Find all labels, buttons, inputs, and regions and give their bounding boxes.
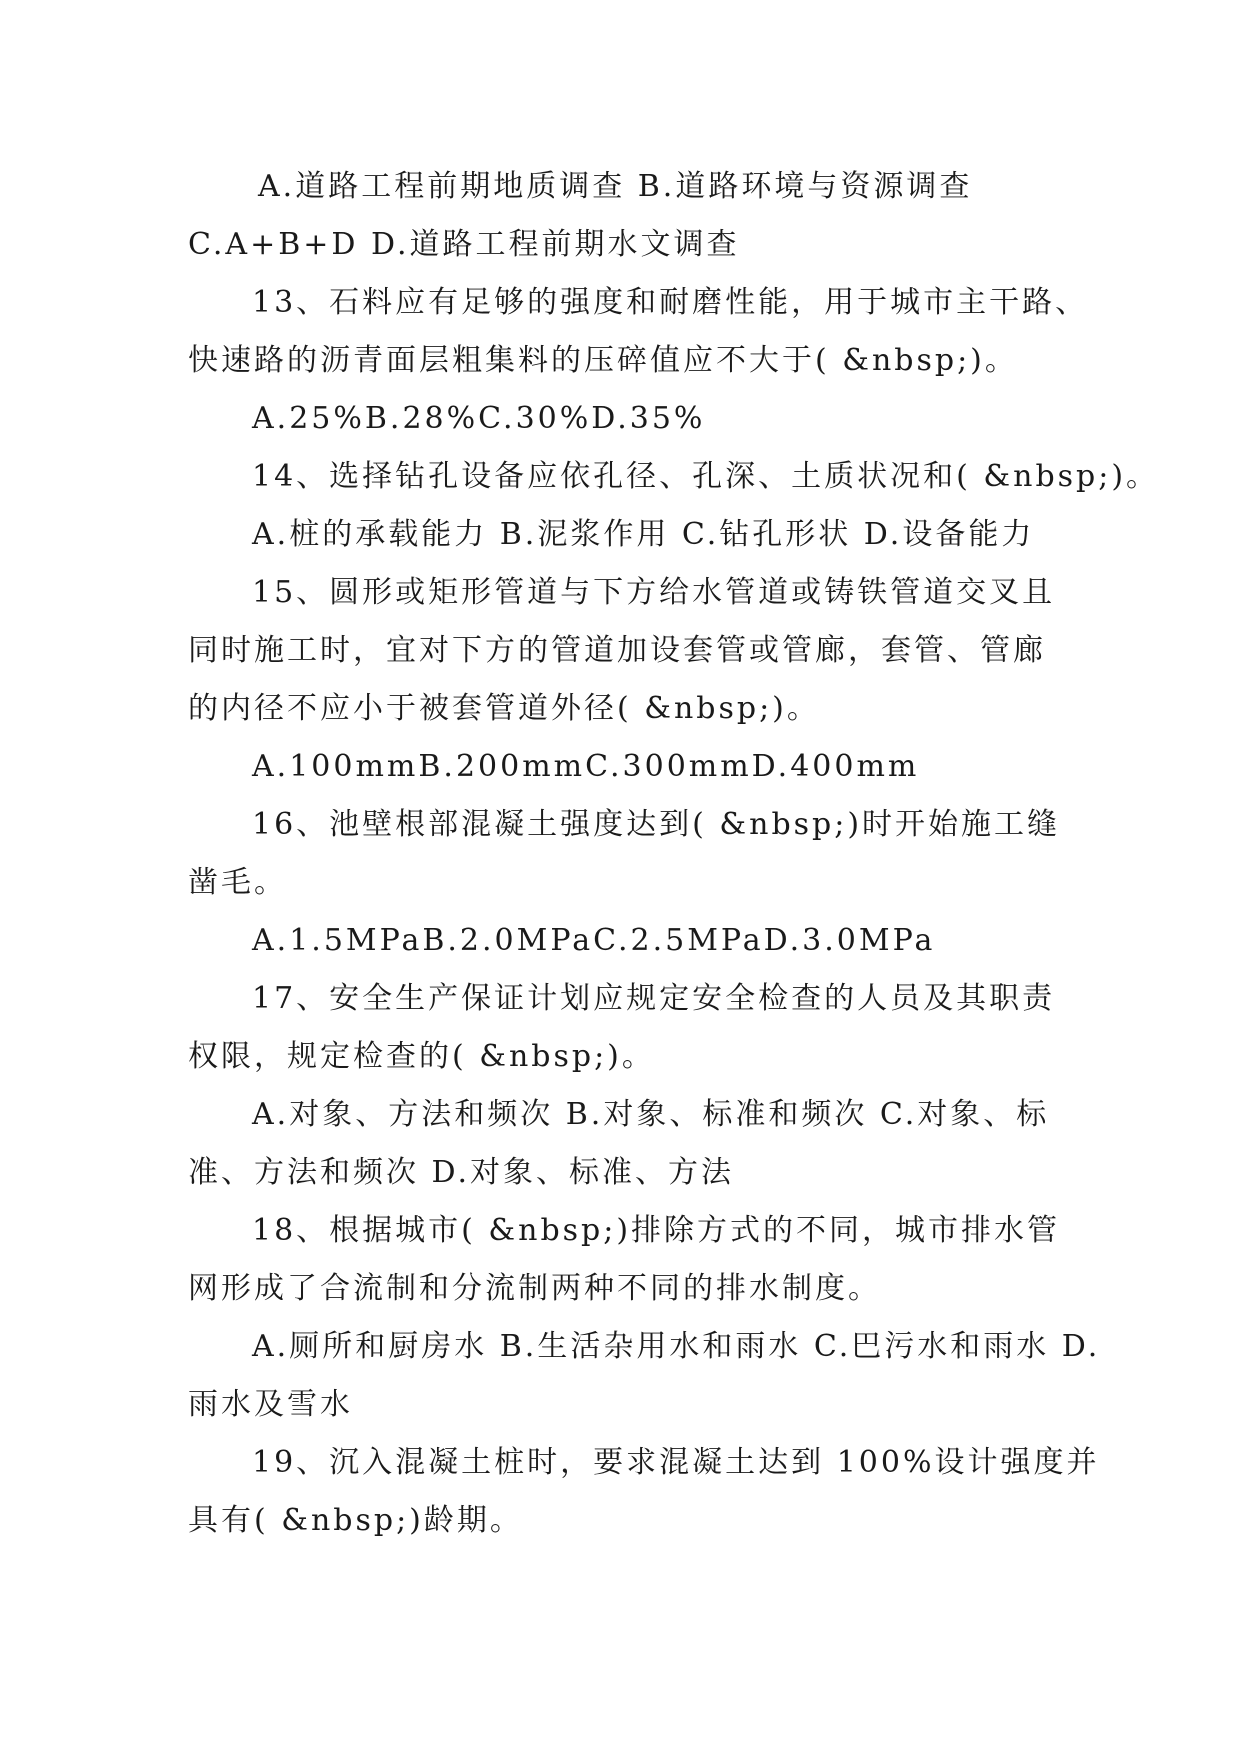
- text-line: A.道路工程前期地质调查 B.道路环境与资源调查: [258, 169, 973, 204]
- text-line: C.A+B+D D.道路工程前期水文调查: [188, 227, 740, 262]
- question-line: 18、根据城市( &nbsp;)排除方式的不同，城市排水管: [252, 1213, 1061, 1248]
- options-line: A.1.5MPaB.2.0MPaC.2.5MPaD.3.0MPa: [252, 923, 936, 958]
- question-line: 13、石料应有足够的强度和耐磨性能，用于城市主干路、: [252, 285, 1089, 320]
- text-line: 具有( &nbsp;)龄期。: [188, 1503, 523, 1538]
- question-line: 17、安全生产保证计划应规定安全检查的人员及其职责: [252, 981, 1056, 1016]
- text-line: 权限，规定检查的( &nbsp;)。: [188, 1039, 655, 1074]
- text-line: 网形成了合流制和分流制两种不同的排水制度。: [188, 1271, 881, 1306]
- text-line: 的内径不应小于被套管道外径( &nbsp;)。: [188, 691, 820, 726]
- options-line: A.100mmB.200mmC.300mmD.400mm: [252, 749, 920, 784]
- options-line: A.厕所和厨房水 B.生活杂用水和雨水 C.巴污水和雨水 D.: [252, 1329, 1101, 1364]
- options-line: A.桩的承载能力 B.泥浆作用 C.钻孔形状 D.设备能力: [252, 517, 1035, 552]
- text-line: 快速路的沥青面层粗集料的压碎值应不大于( &nbsp;)。: [188, 343, 1018, 378]
- question-line: 19、沉入混凝土桩时，要求混凝土达到 100%设计强度并: [252, 1445, 1100, 1480]
- text-line: 凿毛。: [188, 865, 287, 900]
- options-line: A.25%B.28%C.30%D.35%: [252, 401, 706, 436]
- document-body: [188, 158, 1160, 1550]
- question-line: 16、池壁根部混凝土强度达到( &nbsp;)时开始施工缝: [252, 807, 1061, 842]
- question-line: 15、圆形或矩形管道与下方给水管道或铸铁管道交叉且: [252, 575, 1056, 610]
- text-line: 同时施工时，宜对下方的管道加设套管或管廊，套管、管廊: [188, 633, 1046, 668]
- text-line: 准、方法和频次 D.对象、标准、方法: [188, 1155, 735, 1190]
- options-line: A.对象、方法和频次 B.对象、标准和频次 C.对象、标: [252, 1097, 1050, 1132]
- question-line: 14、选择钻孔设备应依孔径、孔深、土质状况和( &nbsp;)。: [252, 459, 1160, 494]
- text-line: 雨水及雪水: [188, 1387, 353, 1422]
